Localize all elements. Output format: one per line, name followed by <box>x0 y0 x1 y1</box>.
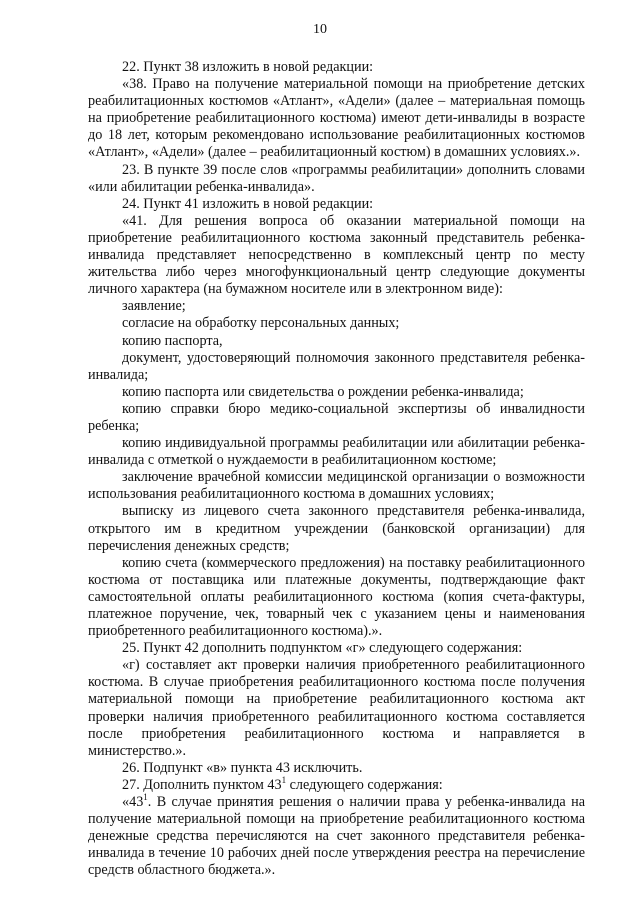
list-item: документ, удостоверяющий полномочия законного представителя ребенка-инвалида; <box>88 349 585 383</box>
superscript: 1 <box>143 792 148 803</box>
list-item: выписку из лицевого счета законного представителя ребенка-инвалида, открытого им в кредитном учреждении (банковской организации) для перечисления денежных средств; <box>88 503 585 554</box>
list-item: заключение врачебной комиссии медицинской организации о возможности использования реабилитационного костюма в домашних условиях; <box>88 469 585 503</box>
list-item: копию счета (коммерческого предложения) на поставку реабилитационного костюма от поставщика или платежные документы, подтверждающие факт самостоятельной оплаты реабилитационного костюма (копия счета-фактуры, платежное поручение, чек, товарный чек с указанием цены и наименования приобретенного реабилитационного костюма).». <box>88 554 585 640</box>
paragraph: 26. Подпункт «в» пункта 43 исключить. <box>122 759 363 776</box>
paragraph-27 <box>88 774 585 794</box>
list-item: копию справки бюро медико-социальной экспертизы об инвалидности ребенка; <box>88 400 585 434</box>
list-item: копию паспорта, <box>122 332 223 349</box>
list-item: согласие на обработку персональных данных; <box>122 315 400 332</box>
paragraph: 25. Пункт 42 дополнить подпунктом «г» следующего содержания: <box>122 640 523 657</box>
paragraph: «41. Для решения вопроса об оказании материальной помощи на приобретение реабилитационного костюма законный представитель ребенка-инвалида представляет непосредственно в комплексный центр по месту жительства либо через многофункциональный центр следующие документы личного характера (на бумажном носителе или в электронном виде): <box>88 212 585 298</box>
paragraph: «38. Право на получение материальной помощи на приобретение детских реабилитационных костюмов «Атлант», «Адели» (далее – материальная помощь на приобретение реабилитационного костюма) имеют дети-инвалиды в возрасте до 18 лет, которым рекомендовано использование реабилитационных костюмов «Атлант», «Адели» (далее – реабилитационный костюм) в домашних условиях.». <box>88 76 585 161</box>
paragraph: «г) составляет акт проверки наличия приобретенного реабилитационного костюма. В случае приобретения реабилитационного костюма после получения материальной помощи на приобретение реабилитационного костюма акт проверки наличия приобретенного реабилитационного костюма составляется после приобретения реабилитационного костюма и направляется в министерство.». <box>88 657 585 759</box>
list-item: заявление; <box>122 298 186 315</box>
paragraph-27-text-end: следующего содержания: <box>286 776 443 793</box>
paragraph: 22. Пункт 38 изложить в новой редакции: <box>122 59 374 75</box>
paragraph-43-1-text: . В случае принятия решения о наличии права у ребенка-инвалида на получение материальной помощи на приобретение реабилитационного костюма денежные средства перечисляются на счет законного представителя ребенка-инвалида в течение 10 рабочих дней после утверждения реестра на перечисление средств областного бюджета.». <box>88 794 585 879</box>
page-number: 10 <box>313 22 327 37</box>
paragraph-43-1 <box>88 794 585 879</box>
document-body <box>88 59 585 880</box>
paragraph-27-text: 27. Дополнить пунктом 43 <box>122 776 282 793</box>
paragraph: 23. В пункте 39 после слов «программы реабилитации» дополнить словами «или абилитации ребенка-инвалида». <box>88 161 585 195</box>
superscript: 1 <box>281 774 287 785</box>
list-item: копию паспорта или свидетельства о рождении ребенка-инвалида; <box>122 383 524 400</box>
list-item: копию индивидуальной программы реабилитации или абилитации ребенка-инвалида с отметкой о нуждаемости в реабилитационном костюме; <box>88 435 585 469</box>
paragraph-43-1-start: «43 <box>122 794 144 811</box>
paragraph: 24. Пункт 41 изложить в новой редакции: <box>122 195 374 212</box>
